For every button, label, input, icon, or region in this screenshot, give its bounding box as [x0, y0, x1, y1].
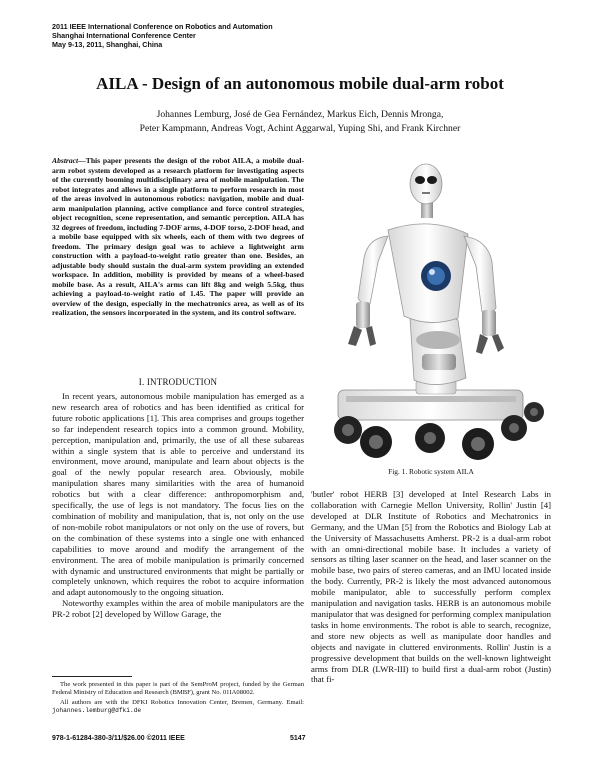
conference-header: [52, 22, 273, 49]
intro-paragraph-1: In recent years, autonomous mobile manipulation has emerged as a new research area of robotics and has been identified as critical for future robotic applications [1]. This area comprises and groups together so far independent research topics into a common ground. Mobility, perception, manipulation and, primarily, the use of all these subareas within a single system that is able to perceive and understand its environment, move around, manipulate and learn about objects is the goal of the newly popular research area. Obviously, mobile manipulation shares many similarities with the area of humanoid robotics but with a clear difference: anthropomorphism and, specifically, the use of legs is not mandatory. The focus lies on the combination of mobility and manipulation, that is, not only on the use of non-mobile robot manipulators or not only on the use of rovers, but on the combination of these systems into a single one with enhanced capabilities to move around and modify the arrangement of the environment. The area of mobile manipulation is primarily concerned with dynamic and unstructured environments that might be partially or completely unknown, which requires the robot to acquire information and adapt autonomously to the ongoing situation.: [52, 391, 304, 598]
right-arm: [464, 236, 504, 354]
robot-head: [410, 164, 442, 218]
section-heading-introduction: I. INTRODUCTION: [138, 377, 218, 387]
footnotes: [52, 681, 304, 716]
left-arm: [348, 236, 388, 346]
page-number: 5147: [290, 735, 306, 742]
mobile-base: [338, 380, 523, 420]
abstract-text: —This paper presents the design of the robot AILA, a mobile dual-arm robot system developed as a research platform for investigating aspects of the currently booming multidisciplinary area of mobile manipulation. The robot integrates and allows in a single platform to perform research in most of the areas involved in autonomous robotics: navigation, mobile and dual-arm manipulation planning, active compliance and force control strategies, object recognition, scene representation, and semantic perception. AILA has 32 degrees of freedom, including 7-DOF arms, 4-DOF torso, 2-DOF head, and a mobile base equipped with six wheels, each of them with two degrees of freedom. The primary design goal was to achieve a lightweight arm construction with a payload-to-weight ratio greater than one. Besides, an adjustable body should sustain the dual-arm system providing an extended workspace. In addition, mobility is provided by means of a wheel-based mobile base. As a result, AILA's arms can lift 8kg and weigh 5.5kg, thus achieving a payload-to-weight ratio of 1.45. The paper will provide an overview of the design, especially in the mechatronics area, as well as of its realization, the sensors incorporated in the system, and its control software.: [52, 156, 304, 317]
funding-footnote: The work presented in this paper is part of the SemProM project, funded by the German Federal Ministry of Education and Research (BMBF), grant No. 01IA08002.: [52, 681, 304, 697]
authors-line-1: Johannes Lemburg, José de Gea Fernández, Markus Eich, Dennis Mronga,: [156, 109, 444, 120]
affiliation-footnote: [52, 699, 304, 716]
isbn-copyright: 978-1-61284-380-3/11/$26.00 ©2011 IEEE: [52, 735, 185, 742]
footnote-divider: [52, 676, 132, 677]
affiliation-text: All authors are with the DFKI Robotics Innovation Center, Bremen, Germany. Email:: [60, 698, 304, 706]
robot-aila-figure: [318, 158, 548, 466]
figure-caption: Fig. 1. Robotic system AILA: [388, 467, 474, 476]
author-list: [40, 108, 560, 136]
introduction-body: [52, 391, 304, 620]
torso-upper: [388, 224, 468, 323]
abstract: [52, 156, 304, 318]
abstract-label: Abstract: [52, 156, 79, 165]
intro-paragraph-2: Noteworthy examples within the area of mobile manipulators are the PR-2 robot [2] developed by Willow Garage, the: [52, 598, 304, 620]
author-email: johannes.lemburg@dfki.de: [52, 706, 142, 714]
conference-name: 2011 IEEE International Conference on Robotics and Automation: [52, 22, 273, 31]
right-column-text: [311, 489, 551, 685]
conference-date: May 9-13, 2011, Shanghai, China: [52, 40, 163, 49]
right-column-paragraph: 'butler' robot HERB [3] developed at Intel Research Labs in collaboration with Carnegie Mellon University, Rollin' Justin [4] developed at DLR Institute of Robotics and Mechatronics in Germany, and the UMan [5] from the Robotics and Biology Lab at the University of Massachusetts Amherst. PR-2 is a dual-arm robot with an omni-directional mobile base. It includes a variety of sensors as tilting laser scanner on the head, and laser scanner on the mobile base, two pairs of stereo cameras, and an IMU located inside the body. Currently, PR-2 is likely the most advanced autonomous mobile manipulator, able to successfully perform complex manipulation and navigation tasks. HERB is an autonomous mobile manipulator that was designed for performing complex manipulation tasks in home environments. The robot is able to search, recognize, and store new objects as well as manipulate door handles and objects and navigate in cluttered environments. Rollin' Justin is a progressive development that builds on the well-known lightweight arms from DLR (LWR-III) to build first a dual-arm robot (Justin) that fi-: [311, 489, 551, 685]
paper-title: AILA - Design of an autonomous mobile dual-arm robot: [96, 74, 504, 93]
conference-venue: Shanghai International Conference Center: [52, 31, 196, 40]
authors-line-2: Peter Kampmann, Andreas Vogt, Achint Aggarwal, Yuping Shi, and Frank Kirchner: [139, 123, 461, 134]
torso-lower: [410, 313, 466, 384]
